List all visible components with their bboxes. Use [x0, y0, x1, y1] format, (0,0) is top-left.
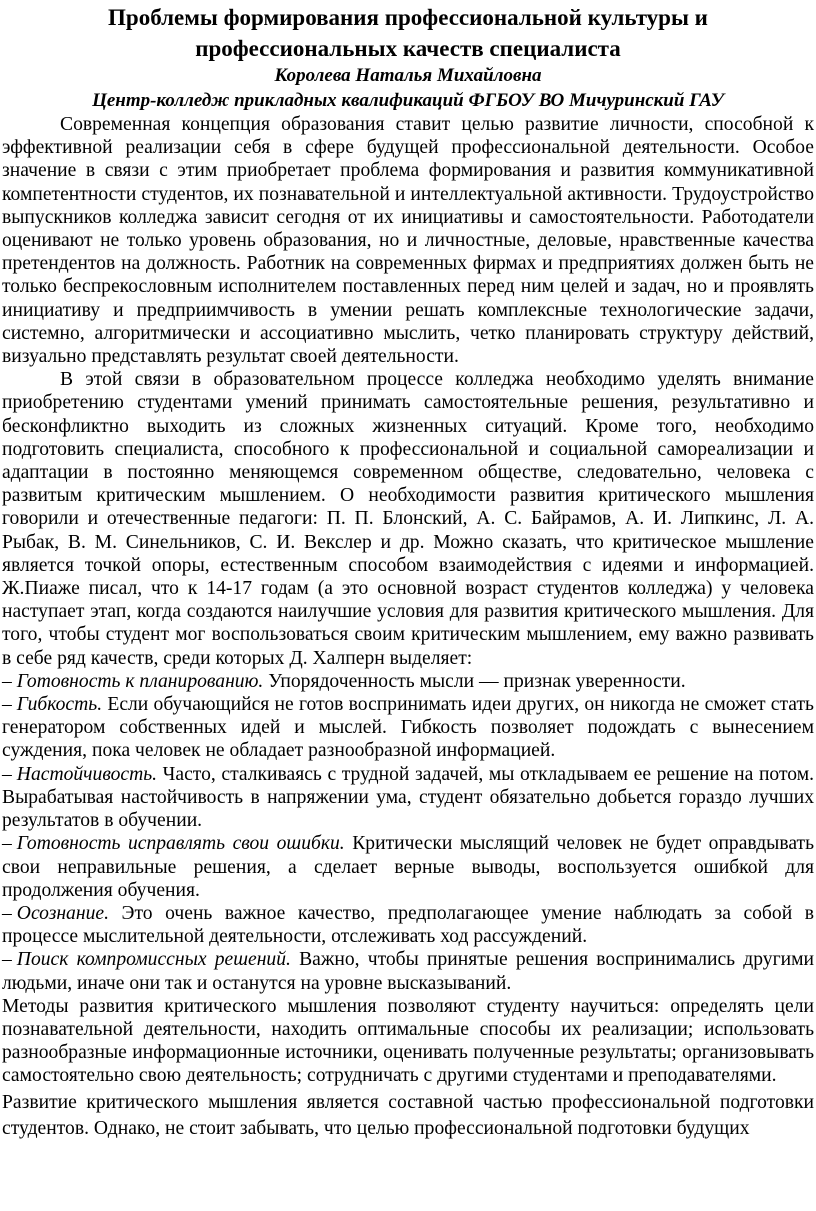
- list-text: Критически мыслящий человек не будет оправдывать свои неправильные решения, а сделает верные выводы, воспользуется ошибкой для продолжения обучения.: [2, 833, 815, 901]
- list-dash: –: [2, 670, 12, 692]
- list-dash: –: [2, 902, 12, 924]
- author-name: Королева Наталья Михайловна: [274, 65, 542, 86]
- list-dash: –: [2, 833, 12, 855]
- list-text: Если обучающийся не готов воспринимать идеи других, он никогда не сможет стать генератором собственных идей и мыслей. Гибкость позволяет подождать с вынесением суждения, пока человек не обладает разнообразной информацией.: [2, 694, 814, 762]
- list-text: Упорядоченность мысли — признак уверенности.: [263, 670, 686, 692]
- list-item-planning: [2, 670, 814, 693]
- title-line-1: Проблемы формирования профессиональной культуры и: [108, 5, 708, 30]
- document-title: [2, 2, 814, 64]
- list-term: Осознание.: [16, 902, 109, 924]
- list-dash: –: [2, 949, 12, 971]
- list-item-fix-errors: [2, 832, 814, 902]
- list-term: Поиск компромиссных решений.: [16, 949, 291, 971]
- document-body: [2, 113, 814, 1142]
- list-item-compromise: [2, 948, 814, 994]
- list-item-persistence: [2, 763, 814, 833]
- list-item-awareness: [2, 902, 814, 948]
- list-term: Готовность к планированию.: [16, 670, 264, 692]
- document-page: [2, 2, 814, 1142]
- list-term: Настойчивость.: [16, 763, 158, 785]
- list-item-flexibility: [2, 693, 814, 763]
- paragraph-methods: Методы развития критического мышления позволяют студенту научиться: определять цели познавательной деятельности, находить оптимальные способы их реализации; использовать разнообразные информационные источники, оценивать полученные результаты; организовывать самостоятельно свою деятельность; сотрудничать с другими студентами и преподавателями.: [2, 995, 814, 1087]
- list-text: Важно, чтобы принятые решения воспринимались другими людьми, иначе они так и останутся на уровне высказываний.: [2, 949, 814, 994]
- title-line-2: профессиональных качеств специалиста: [195, 36, 621, 61]
- list-dash: –: [2, 763, 12, 785]
- organization-name: Центр-колледж прикладных квалификаций ФГБОУ ВО Мичуринский ГАУ: [92, 90, 724, 111]
- list-text: Это очень важное качество, предполагающее умение наблюдать за собой в процессе мыслительной деятельности, отслеживать ход рассуждений.: [2, 902, 814, 948]
- list-text: Часто, сталкиваясь с трудной задачей, мы откладываем ее решение на потом. Вырабатывая настойчивость в напряжении ума, студент обязательно добьется гораздо лучших результатов в обучении.: [2, 763, 814, 832]
- list-term: Гибкость.: [16, 694, 103, 716]
- list-term: Готовность исправлять свои ошибки.: [16, 833, 345, 855]
- list-dash: –: [2, 694, 12, 716]
- paragraph-critical-thinking: В этой связи в образовательном процессе колледжа необходимо уделять внимание приобретению студентами умений принимать самостоятельные решения, результативно и бесконфликтно выходить из сложных жизненных ситуаций. Кроме того, необходимо подготовить специалиста, способного к профессиональной и социальной самореализации и адаптации в постоянно меняющемся современном обществе, следовательно, человека с развитым критическим мышлением. О необходимости развития критического мышления говорили и отечественные педагоги: П. П. Блонский, А. С. Байрамов, А. И. Липкинс, Л. А. Рыбак, В. М. Синельников, С. И. Векслер и др. Можно сказать, что критическое мышление является точкой опоры, естественным способом взаимодействия с идеями и информацией. Ж.Пиаже писал, что к 14-17 годам (а это основной возраст студентов колледжа) у человека наступает этап, когда создаются наилучшие условия для развития критического мышления. Для того, чтобы студент мог воспользоваться своим критическим мышлением, ему важно развивать в себе ряд качеств, среди которых Д. Халперн выделяет:: [2, 369, 814, 669]
- paragraph-intro: Современная концепция образования ставит целью развитие личности, способной к эффективной реализации себя в сфере будущей профессиональной деятельности. Особое значение в связи с этим приобретает проблема формирования и развития коммуникативной компетентности студентов, их познавательной и интеллектуальной активности. Трудоустройство выпускников колледжа зависит сегодня от их инициативы и самостоятельности. Работодатели оценивают не только уровень образования, но и личностные, деловые, нравственные качества претендентов на должность. Работник на современных фирмах и предприятиях должен быть не только беспрекословным исполнителем поставленных перед ним целей и задач, но и проявлять инициативу и предприимчивость в умении решать комплексные технологические задачи, системно, алгоритмически и ассоциативно мыслить, четко планировать структуру действий, визуально представлять результат своей деятельности.: [2, 114, 814, 368]
- paragraph-final: Развитие критического мышления является составной частью профессиональной подготовки студентов. Однако, не стоит забывать, что целью профессиональной подготовки будущих: [2, 1091, 814, 1139]
